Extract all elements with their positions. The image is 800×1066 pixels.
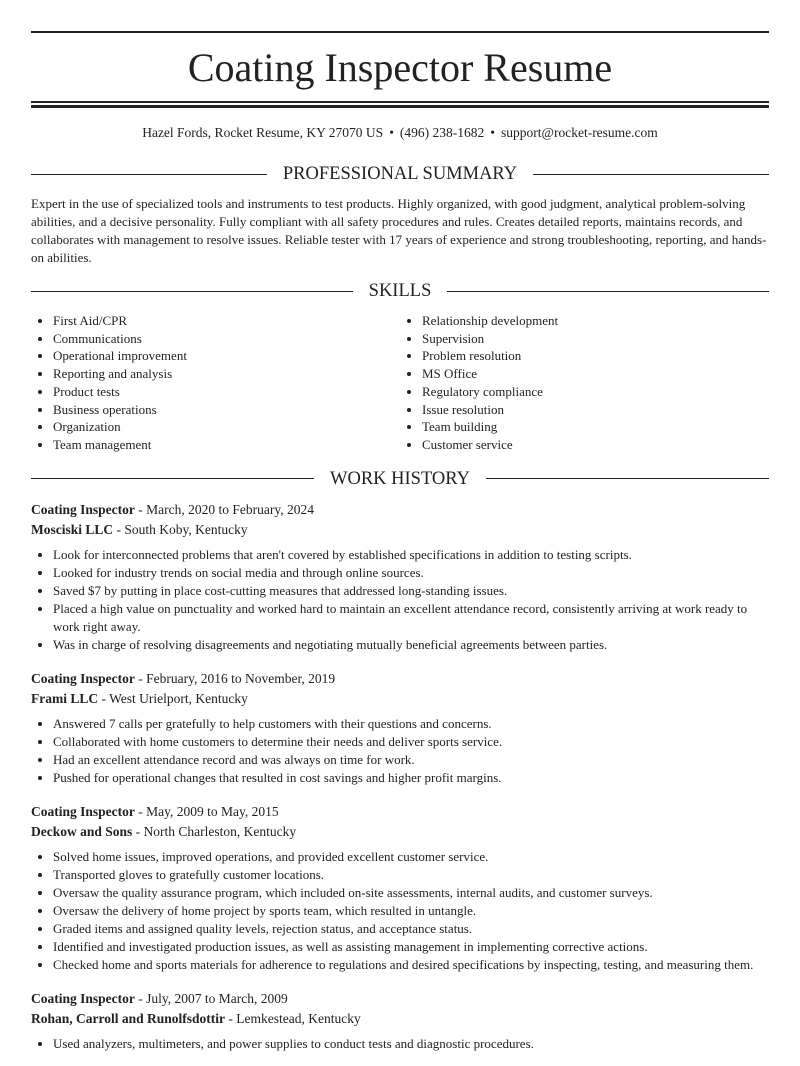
separator: • bbox=[490, 125, 496, 140]
job-company: Mosciski LLC bbox=[31, 521, 114, 537]
job-bullet: • Look for interconnected problems that aren't covered by established specifications in addition to testing scripts. bbox=[53, 546, 769, 564]
job-bullet: • Identified and investigated production issues, as well as assisting management in implementing corrective actions. bbox=[53, 938, 769, 956]
section-title: WORK HISTORY bbox=[330, 468, 470, 489]
job-location: South Koby, Kentucky bbox=[124, 521, 248, 537]
job-dates: July, 2007 to March, 2009 bbox=[146, 990, 288, 1006]
section-heading-skills bbox=[31, 280, 769, 302]
skills-column-left bbox=[31, 312, 400, 454]
job-company: Rohan, Carroll and Runolfsdottir bbox=[31, 1010, 226, 1026]
job-bullets bbox=[31, 848, 769, 974]
skill-item: • Product tests bbox=[53, 383, 400, 401]
section-title: SKILLS bbox=[368, 281, 432, 301]
resume bbox=[0, 31, 800, 1053]
job-title: Coating Inspector bbox=[31, 670, 135, 686]
skill-item: • Issue resolution bbox=[422, 401, 769, 419]
job-title: Coating Inspector bbox=[31, 501, 135, 517]
job-bullet: • Graded items and assigned quality levels, rejection status, and acceptance status. bbox=[53, 920, 769, 938]
separator: • bbox=[389, 125, 394, 140]
skill-item: • Reporting and analysis bbox=[53, 365, 400, 383]
job-bullets bbox=[31, 546, 769, 654]
job-entry bbox=[31, 989, 769, 1053]
job-bullet: • Answered 7 calls per gratefully to help customers with their questions and concerns. bbox=[53, 715, 769, 733]
skill-item: • Customer service bbox=[422, 436, 769, 454]
job-bullets bbox=[31, 1035, 769, 1053]
job-entry bbox=[31, 669, 769, 787]
job-dates: May, 2009 to May, 2015 bbox=[146, 803, 279, 819]
job-company-line: Frami LLC - West Urielport, Kentucky bbox=[31, 690, 248, 706]
skill-item: • Regulatory compliance bbox=[422, 383, 769, 401]
job-company: Deckow and Sons bbox=[31, 823, 133, 839]
job-entry bbox=[31, 802, 769, 974]
job-title: Coating Inspector bbox=[31, 990, 135, 1006]
job-bullet: • Was in charge of resolving disagreements and negotiating mutually beneficial agreements between parties. bbox=[53, 636, 769, 654]
job-location: North Charleston, Kentucky bbox=[143, 823, 297, 839]
divider bbox=[31, 105, 769, 108]
skill-item: • MS Office bbox=[422, 365, 769, 383]
job-dates: March, 2020 to February, 2024 bbox=[146, 501, 314, 517]
skill-item: • Business operations bbox=[53, 401, 400, 419]
job-company-line: Deckow and Sons - North Charleston, Kentucky bbox=[31, 823, 297, 839]
job-bullet: • Saved $7 by putting in place cost-cutting measures that addressed long-standing issues. bbox=[53, 582, 769, 600]
job-entry bbox=[31, 500, 769, 654]
job-title-line: Coating Inspector - February, 2016 to November, 2019 bbox=[31, 670, 336, 686]
job-title-line: Coating Inspector - March, 2020 to February, 2024 bbox=[31, 501, 314, 517]
job-bullet: • Collaborated with home customers to determine their needs and deliver sports service. bbox=[53, 733, 769, 751]
job-bullet: • Oversaw the quality assurance program, which included on-site assessments, internal audits, and customer surveys. bbox=[53, 884, 769, 902]
skill-item: • Problem resolution bbox=[422, 347, 769, 365]
contact-address: Hazel Fords, Rocket Resume, KY 27070 US bbox=[142, 125, 384, 140]
skill-item: • Team building bbox=[422, 418, 769, 436]
divider bbox=[31, 101, 769, 103]
job-title-line: Coating Inspector - May, 2009 to May, 2015 bbox=[31, 803, 279, 819]
skill-item: • First Aid/CPR bbox=[53, 312, 400, 330]
job-location: West Urielport, Kentucky bbox=[109, 690, 248, 706]
contact-phone: (496) 238-1682 bbox=[399, 125, 485, 140]
job-bullet: • Looked for industry trends on social media and through online sources. bbox=[53, 564, 769, 582]
page-title: Coating Inspector Resume bbox=[187, 45, 613, 90]
job-location: Lemkestead, Kentucky bbox=[236, 1010, 361, 1026]
job-company: Frami LLC bbox=[31, 690, 99, 706]
job-bullets bbox=[31, 715, 769, 787]
job-title: Coating Inspector bbox=[31, 803, 135, 819]
job-company-line: Rohan, Carroll and Runolfsdottir - Lemkestead, Kentucky bbox=[31, 1010, 361, 1026]
job-bullet: • Had an excellent attendance record and was always on time for work. bbox=[53, 751, 769, 769]
skill-item: • Relationship development bbox=[422, 312, 769, 330]
skills-list bbox=[31, 312, 769, 454]
job-title-line: Coating Inspector - July, 2007 to March, 2009 bbox=[31, 990, 288, 1006]
section-heading-work bbox=[31, 468, 769, 490]
summary-text: Expert in the use of specialized tools and instruments to test products. Highly organized, with good judgment, analytical problem-solving abilities, and a decisive personality. Fully compliant with all safety procedures and rules. Creates detailed reports, maintains records, and collaborates with management to resolve issues. Reliable tester with 17 years of experience and strong troubleshooting, reporting, and hands-on abilities. bbox=[31, 196, 767, 265]
job-bullet: • Pushed for operational changes that resulted in cost savings and higher profit margins. bbox=[53, 769, 769, 787]
section-title: PROFESSIONAL SUMMARY bbox=[282, 164, 518, 184]
skill-item: • Operational improvement bbox=[53, 347, 400, 365]
job-bullet: • Placed a high value on punctuality and worked hard to maintain an excellent attendance record, consistently arriving at work ready to work right away. bbox=[53, 600, 769, 636]
job-bullet: • Used analyzers, multimeters, and power supplies to conduct tests and diagnostic procedures. bbox=[53, 1035, 769, 1053]
skills-column-right bbox=[400, 312, 769, 454]
skill-item: • Team management bbox=[53, 436, 400, 454]
skill-item: • Organization bbox=[53, 418, 400, 436]
job-bullet: • Oversaw the delivery of home project by sports team, which resulted in untangle. bbox=[53, 902, 769, 920]
job-bullet: • Solved home issues, improved operations, and provided excellent customer service. bbox=[53, 848, 769, 866]
work-history bbox=[31, 500, 769, 1053]
job-bullet: • Transported gloves to gratefully customer locations. bbox=[53, 866, 769, 884]
contact-email: support@rocket-resume.com bbox=[501, 125, 658, 140]
contact-line bbox=[31, 124, 769, 142]
job-bullet: • Checked home and sports materials for adherence to regulations and desired specifications by inspecting, testing, and measuring them. bbox=[53, 956, 769, 974]
skill-item: • Supervision bbox=[422, 330, 769, 348]
job-dates: February, 2016 to November, 2019 bbox=[146, 670, 336, 686]
section-heading-summary bbox=[31, 163, 769, 185]
skill-item: • Communications bbox=[53, 330, 400, 348]
job-company-line: Mosciski LLC - South Koby, Kentucky bbox=[31, 521, 248, 537]
